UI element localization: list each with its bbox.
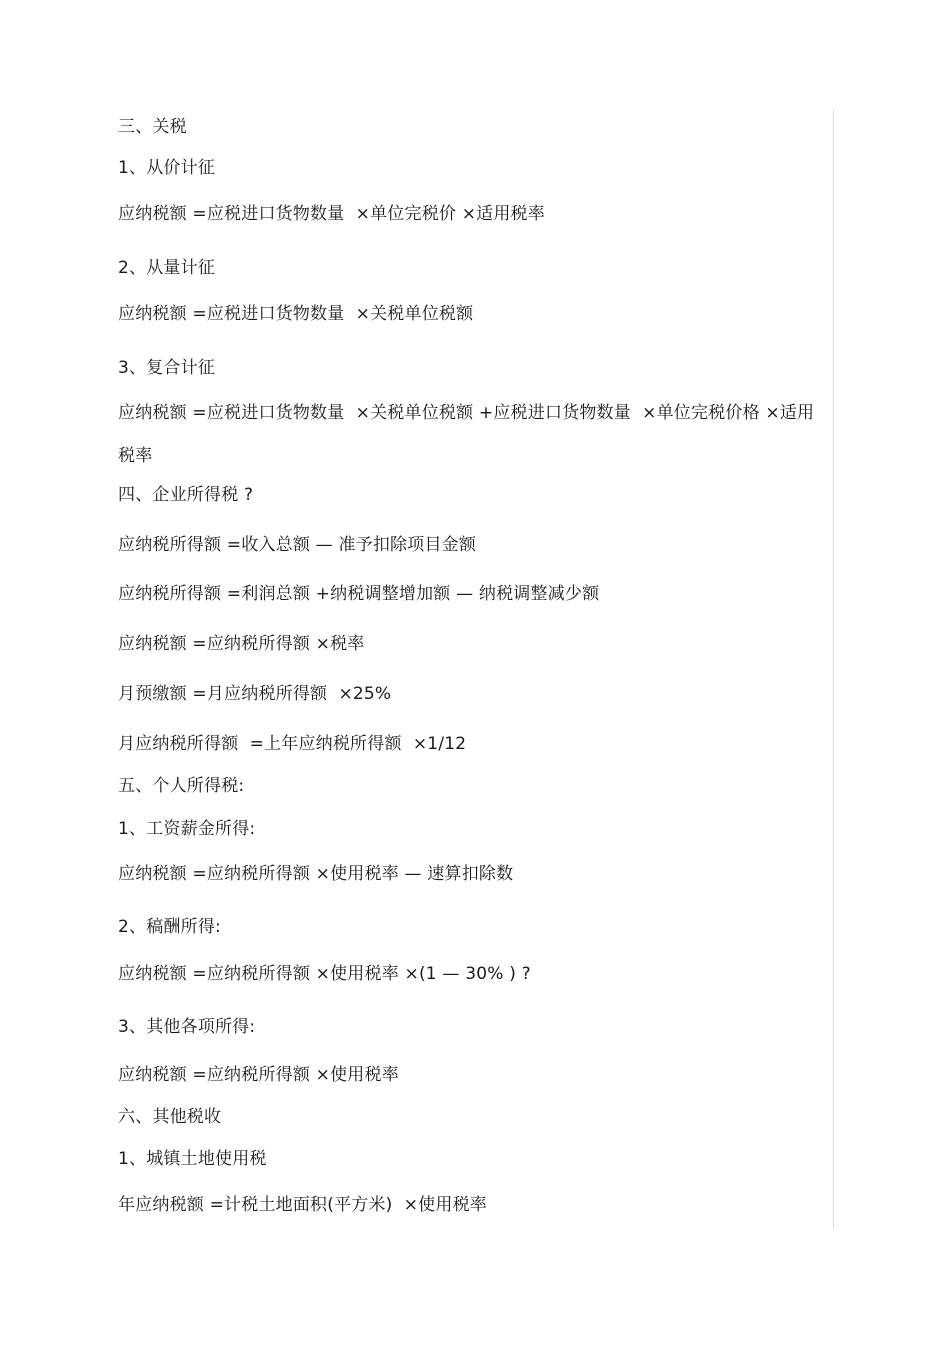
formula-ad-valorem: 应纳税额 =应税进口货物数量 ×单位完税价 ×适用税率 <box>118 204 545 224</box>
formula-specific-duty: 应纳税额 =应税进口货物数量 ×关税单位税额 <box>118 304 474 324</box>
subheading-urban-land-use-tax: 1、城镇土地使用税 <box>118 1149 267 1169</box>
section-heading-other-taxes: 六、其他税收 <box>118 1107 222 1127</box>
formula-corporate-tax-payable: 应纳税额 =应纳税所得额 ×税率 <box>118 634 365 654</box>
subheading-other-income: 3、其他各项所得: <box>118 1017 256 1037</box>
right-margin-rule <box>833 110 834 1228</box>
subheading-royalties: 2、稿酬所得: <box>118 917 221 937</box>
section-heading-corporate-income-tax: 四、企业所得税 ? <box>118 485 254 505</box>
subheading-ad-valorem: 1、从价计征 <box>118 158 216 178</box>
formula-taxable-income-revenue: 应纳税所得额 =收入总额 — 准予扣除项目金额 <box>118 535 477 555</box>
section-heading-customs-duty: 三、关税 <box>118 117 187 137</box>
section-heading-personal-income-tax: 五、个人所得税: <box>118 776 245 796</box>
subheading-compound-duty: 3、复合计征 <box>118 358 216 378</box>
formula-monthly-taxable-income: 月应纳税所得额 =上年应纳税所得额 ×1/12 <box>118 734 467 754</box>
formula-monthly-prepayment: 月预缴额 =月应纳税所得额 ×25% <box>118 684 392 704</box>
formula-compound-duty: 应纳税额 =应税进口货物数量 ×关税单位税额 +应税进口货物数量 ×单位完税价格 ×适用 <box>118 403 815 423</box>
subheading-specific-duty: 2、从量计征 <box>118 258 216 278</box>
formula-other-income: 应纳税额 =应纳税所得额 ×使用税率 <box>118 1065 399 1085</box>
formula-royalties: 应纳税额 =应纳税所得额 ×使用税率 ×(1 — 30% ) ? <box>118 964 531 984</box>
formula-taxable-income-profit: 应纳税所得额 =利润总额 +纳税调整增加额 — 纳税调整减少额 <box>118 584 600 604</box>
formula-wages-salaries: 应纳税额 =应纳税所得额 ×使用税率 — 速算扣除数 <box>118 864 514 884</box>
subheading-wages-salaries: 1、工资薪金所得: <box>118 819 256 839</box>
formula-compound-duty-continued: 税率 <box>118 446 153 466</box>
formula-urban-land-use-tax: 年应纳税额 =计税土地面积(平方米) ×使用税率 <box>118 1195 487 1215</box>
